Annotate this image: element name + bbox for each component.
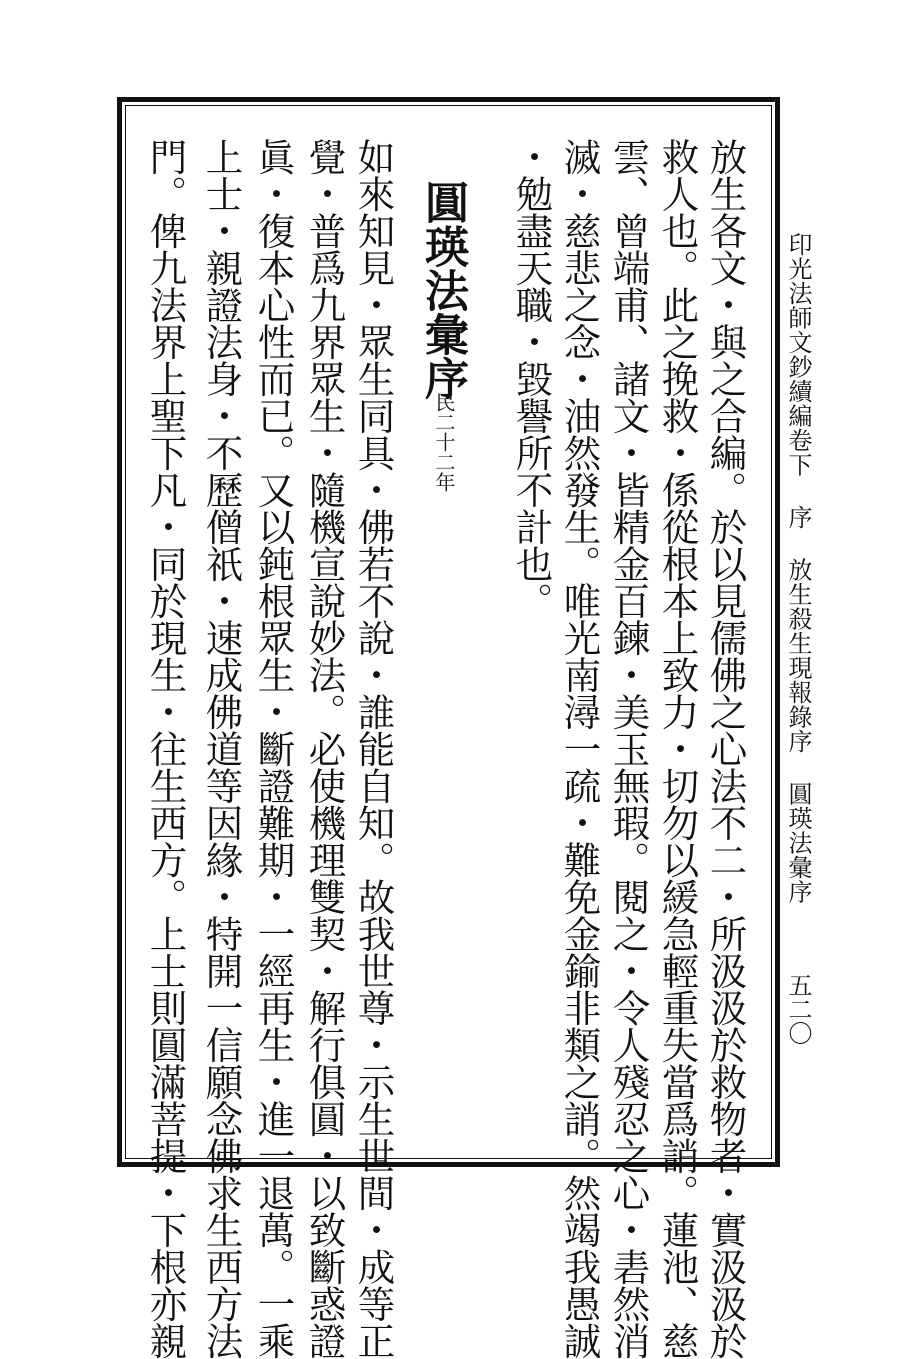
text-column: 如來知見・眾生同具・佛若不說・誰能自知。故我世尊・示生世間・成等正 bbox=[351, 138, 396, 1359]
article-date: 民二十二年 bbox=[432, 392, 456, 492]
page-number: 五二〇 bbox=[784, 973, 812, 1045]
text-column: 雲、曾端甫、諸文・皆精金百鍊・美玉無瑕。閱之・令人殘忍之心・砉然消 bbox=[606, 138, 651, 1359]
text-column: 上士・親證法身・不歷僧祇・速成佛道等因緣・特開一信願念佛求生西方法 bbox=[199, 138, 244, 1359]
text-column: 放生各文・與之合編。於以見儒佛之心法不二・所汲汲於救物者・實汲汲於 bbox=[703, 138, 748, 1359]
running-header bbox=[786, 232, 810, 904]
text-column: 門。俾九法界上聖下凡・同於現生・往生西方。上士則圓滿菩提・下根亦親 bbox=[143, 138, 188, 1359]
article-title: 圓瑛法彙序 bbox=[417, 180, 468, 400]
text-column: 滅・慈悲之念・油然發生。唯光南潯一疏・難免金鍮非類之誚。然竭我愚誠 bbox=[557, 138, 602, 1359]
text-column: 救人也。此之挽救・係從根本上致力・切勿以緩急輕重失當爲誚。蓮池、慈 bbox=[655, 138, 700, 1359]
book-title: 印光法師文鈔續編卷下 bbox=[784, 232, 812, 477]
current-chapter: 圓瑛法彙序 bbox=[784, 781, 812, 904]
text-column: 覺・普爲九界眾生・隨機宣說妙法。必使機理雙契・解行俱圓・以致斷惑證 bbox=[302, 138, 347, 1359]
text-column: ・勉盡天職・毀譽所不計也。 bbox=[509, 138, 554, 619]
text-column: 眞・復本心性而已。又以鈍根眾生・斷證難期・一經再生・進一退萬。一乘 bbox=[251, 138, 296, 1359]
section-label: 序 bbox=[784, 505, 812, 530]
chapter-list: 放生殺生現報錄序 bbox=[784, 557, 812, 754]
